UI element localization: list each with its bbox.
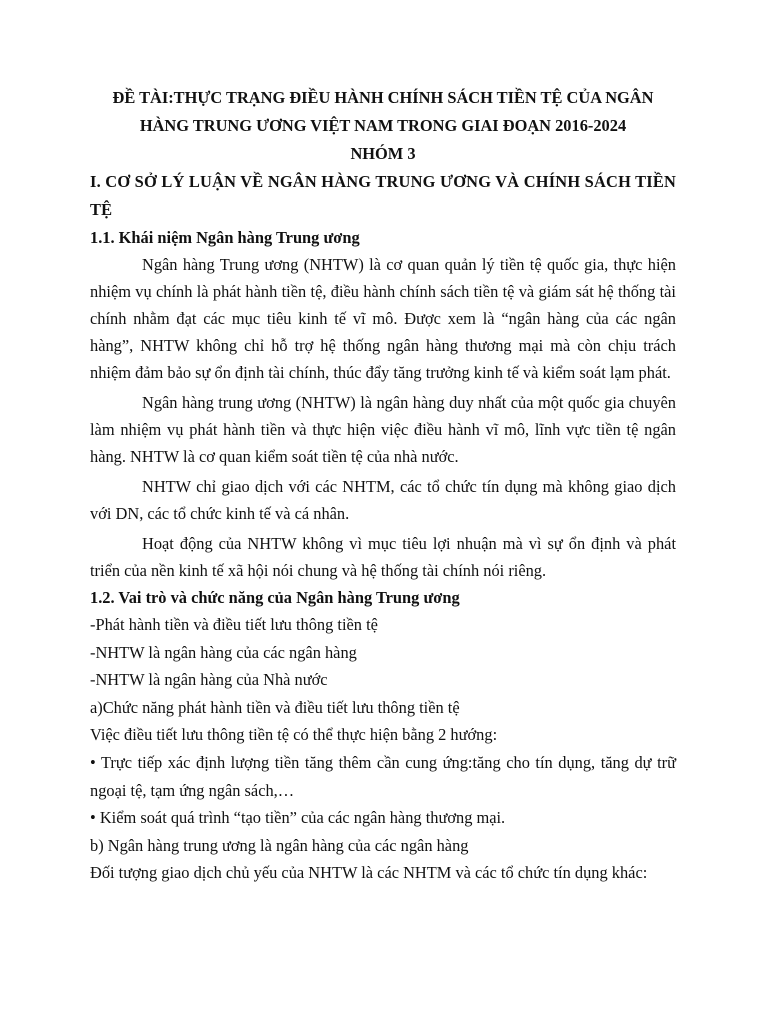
function-a-heading: a)Chức năng phát hành tiền và điều tiết lưu thông tiền tệ — [90, 697, 460, 717]
document-title-line-1: ĐỀ TÀI:THỰC TRẠNG ĐIỀU HÀNH CHÍNH SÁCH TIỀN TỆ CỦA NGÂN — [112, 88, 654, 107]
paragraph-1-1-b: Ngân hàng trung ương (NHTW) là ngân hàng duy nhất của một quốc gia chuyên làm nhiệm vụ phát hành tiền và thực hiện việc điều hành vĩ mô, lĩnh vực tiền tệ ngân hàng. NHTW là cơ quan kiểm soát tiền tệ của nhà nước. — [90, 393, 676, 466]
role-item-issue-money: -Phát hành tiền và điều tiết lưu thông tiền tệ — [90, 615, 378, 634]
paragraph-1-1-a: Ngân hàng Trung ương (NHTW) là cơ quan quản lý tiền tệ quốc gia, thực hiện nhiệm vụ chính là phát hành tiền tệ, điều hành chính sách tiền tệ và giám sát hệ thống tài chính nhằm đạt các mục tiêu kinh tế vĩ mô. Được xem là “ngân hàng của các ngân hàng”, NHTW không chỉ hỗ trợ hệ thống ngân hàng thương mại mà còn chịu trách nhiệm đảm bảo sự ổn định tài chính, thúc đẩy tăng trưởng kinh tế và kiểm soát lạm phát. — [90, 255, 676, 382]
function-b-heading: b) Ngân hàng trung ương là ngân hàng của các ngân hàng — [90, 835, 469, 855]
group-label: NHÓM 3 — [350, 144, 416, 163]
section-1-heading: I. CƠ SỞ LÝ LUẬN VỀ NGÂN HÀNG TRUNG ƯƠNG VÀ CHÍNH SÁCH TIỀN TỆ — [90, 172, 676, 219]
transaction-subjects: Đối tượng giao dịch chủ yếu của NHTW là các NHTM và các tổ chức tín dụng khác: — [90, 863, 648, 883]
document-body — [90, 84, 676, 887]
bullet-money-creation: • Kiểm soát quá trình “tạo tiền” của các ngân hàng thương mại. — [90, 808, 506, 828]
regulation-intro: Việc điều tiết lưu thông tiền tệ có thể thực hiện bằng 2 hướng: — [90, 725, 498, 745]
subsection-1-1-heading: 1.1. Khái niệm Ngân hàng Trung ương — [90, 228, 360, 247]
document-title-line-2: HÀNG TRUNG ƯƠNG VIỆT NAM TRONG GIAI ĐOẠN 2016-2024 — [139, 116, 627, 135]
role-item-bank-of-banks: -NHTW là ngân hàng của các ngân hàng — [90, 642, 357, 662]
bullet-direct-supply: • Trực tiếp xác định lượng tiền tăng thêm cần cung ứng:tăng cho tín dụng, tăng dự trữ ngoại tệ, tạm ứng ngân sách,… — [90, 752, 676, 800]
paragraph-1-1-d: Hoạt động của NHTW không vì mục tiêu lợi nhuận mà vì sự ổn định và phát triển của nền kinh tế xã hội nói chung và hệ thống tài chính nói riêng. — [90, 534, 676, 580]
paragraph-1-1-c: NHTW chỉ giao dịch với các NHTM, các tổ chức tín dụng mà không giao dịch với DN, các tổ chức kinh tế và cá nhân. — [90, 477, 676, 523]
role-item-bank-of-state: -NHTW là ngân hàng của Nhà nước — [90, 670, 328, 690]
subsection-1-2-heading: 1.2. Vai trò và chức năng của Ngân hàng Trung ương — [90, 588, 460, 607]
